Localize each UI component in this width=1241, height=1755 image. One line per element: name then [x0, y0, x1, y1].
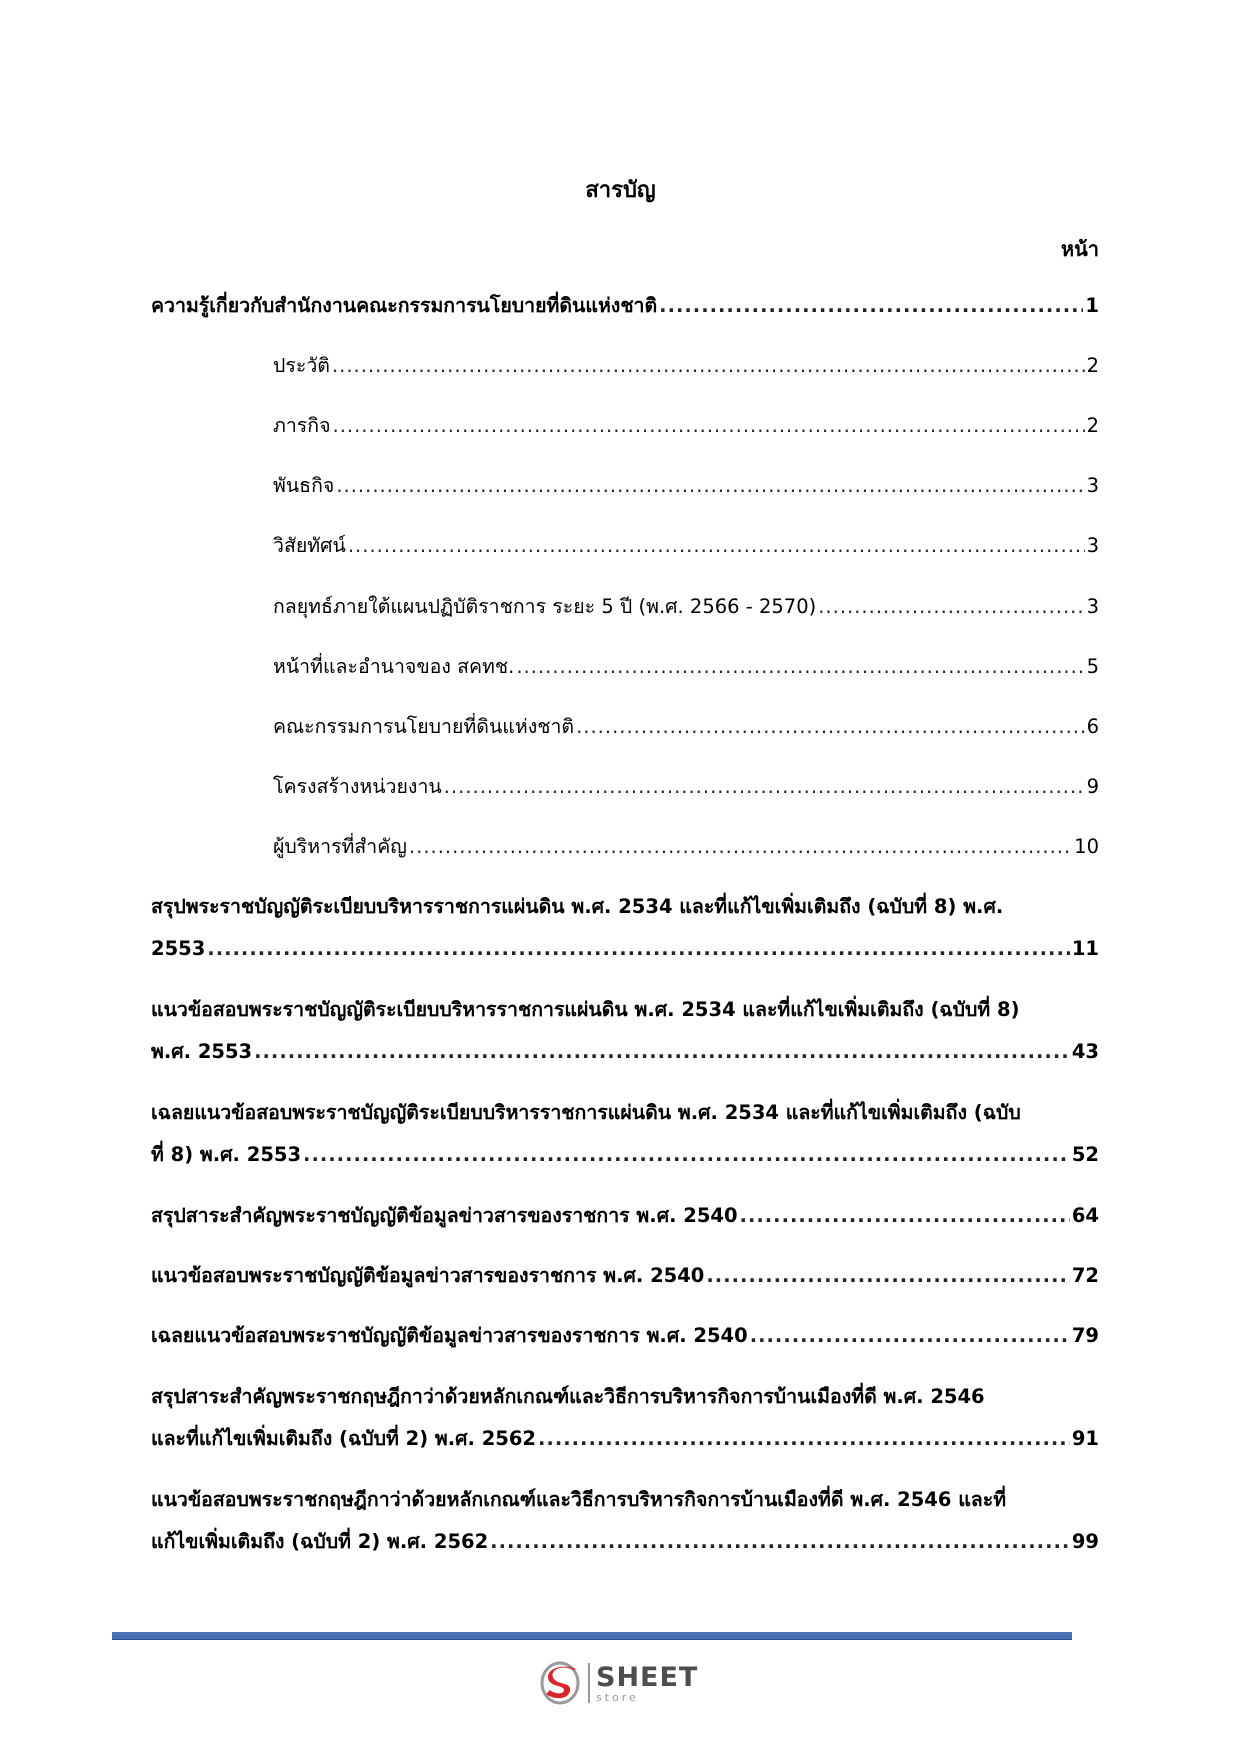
page-number: 11: [1071, 937, 1099, 960]
page-title: สารบัญ: [585, 178, 656, 203]
sheet-store-logo-icon: [540, 1660, 584, 1706]
toc-entry[interactable]: และที่แก้ไขเพิ่มเติมถึง (ฉบับที่ 2) พ.ศ. 2562 ..... 91: [151, 1425, 1099, 1453]
page-number: 9: [1086, 775, 1099, 798]
footer-divider: [112, 1632, 1072, 1640]
toc-entry-line1: สรุปสาระสำคัญพระราชกฤษฎีกาว่าด้วยหลักเกณฑ์และวิธีการบริหารกิจการบ้านเมืองที่ดี พ.ศ. 2546: [151, 1385, 985, 1408]
page-number: 2: [1086, 414, 1099, 437]
toc-subentry[interactable]: กลยุทธ์ภายใต้แผนปฏิบัติราชการ ระยะ 5 ปี (พ.ศ. 2566 - 2570) ..... 3: [273, 593, 1099, 621]
sheet-store-logo: [540, 1660, 698, 1706]
page-number: 10: [1074, 835, 1099, 858]
page-number: 2: [1086, 354, 1099, 377]
toc-entry[interactable]: สรุปสาระสำคัญพระราชบัญญัติข้อมูลข่าวสารของราชการ พ.ศ. 2540 ..... 64: [151, 1202, 1099, 1230]
toc-entry-line1: เฉลยแนวข้อสอบพระราชบัญญัติระเบียบบริหารราชการแผ่นดิน พ.ศ. 2534 และที่แก้ไขเพิ่มเติมถึง (ฉบับ: [151, 1101, 1021, 1124]
toc-entry-line1: แนวข้อสอบพระราชบัญญัติระเบียบบริหารราชการแผ่นดิน พ.ศ. 2534 และที่แก้ไขเพิ่มเติมถึง (ฉบับที่ 8): [151, 998, 1020, 1021]
toc-entry[interactable]: 2553 ..... 11: [151, 935, 1099, 963]
toc-subentry[interactable]: หน้าที่และอำนาจของ สคทช. ..... 5: [273, 653, 1099, 681]
page-number: 3: [1086, 595, 1099, 618]
toc-subentry[interactable]: ภารกิจ ..... 2: [273, 412, 1099, 440]
toc-entry[interactable]: พ.ศ. 2553 ..... 43: [151, 1038, 1099, 1066]
page-number: 6: [1086, 715, 1099, 738]
toc-subentry[interactable]: พันธกิจ ..... 3: [273, 472, 1099, 500]
logo-separator: [588, 1663, 590, 1703]
page-number: 72: [1071, 1264, 1099, 1287]
toc-subentry[interactable]: ประวัติ ..... 2: [273, 352, 1099, 380]
page-number: 99: [1071, 1530, 1099, 1553]
page-number: 3: [1086, 534, 1099, 557]
toc-subentry[interactable]: คณะกรรมการนโยบายที่ดินแห่งชาติ ..... 6: [273, 713, 1099, 741]
toc-entry[interactable]: ที่ 8) พ.ศ. 2553 ..... 52: [151, 1141, 1099, 1169]
logo-wordmark: SHEET: [596, 1661, 699, 1693]
page-number: 64: [1071, 1204, 1099, 1227]
page-number: 91: [1071, 1427, 1099, 1450]
toc-entry[interactable]: แก้ไขเพิ่มเติมถึง (ฉบับที่ 2) พ.ศ. 2562 ..... 99: [151, 1528, 1099, 1556]
page-column-header: หน้า: [1060, 237, 1099, 261]
page-number: 79: [1071, 1324, 1099, 1347]
toc-entry[interactable]: แนวข้อสอบพระราชบัญญัติข้อมูลข่าวสารของราชการ พ.ศ. 2540 ..... 72: [151, 1262, 1099, 1290]
toc-subentry[interactable]: ผู้บริหารที่สำคัญ ..... 10: [273, 833, 1099, 861]
toc-subentry[interactable]: วิสัยทัศน์ ..... 3: [273, 532, 1099, 560]
page-number: 3: [1086, 474, 1099, 497]
toc-entry-line1: สรุปพระราชบัญญัติระเบียบบริหารราชการแผ่นดิน พ.ศ. 2534 และที่แก้ไขเพิ่มเติมถึง (ฉบับที่ 8) พ.ศ.: [151, 895, 1004, 918]
toc-entry[interactable]: ความรู้เกี่ยวกับสำนักงานคณะกรรมการนโยบายที่ดินแห่งชาติ ..... 1: [151, 292, 1099, 320]
toc-entry-line1: แนวข้อสอบพระราชกฤษฎีกาว่าด้วยหลักเกณฑ์และวิธีการบริหารกิจการบ้านเมืองที่ดี พ.ศ. 2546 และที่: [151, 1488, 1007, 1511]
page-number: 5: [1086, 655, 1099, 678]
logo-subtitle: store: [596, 1690, 639, 1704]
toc-entry[interactable]: เฉลยแนวข้อสอบพระราชบัญญัติข้อมูลข่าวสารของราชการ พ.ศ. 2540 ..... 79: [151, 1322, 1099, 1350]
page-number: 43: [1071, 1040, 1099, 1063]
toc-subentry[interactable]: โครงสร้างหน่วยงาน ..... 9: [273, 773, 1099, 801]
page-number: 1: [1085, 294, 1099, 317]
page-number: 52: [1071, 1143, 1099, 1166]
